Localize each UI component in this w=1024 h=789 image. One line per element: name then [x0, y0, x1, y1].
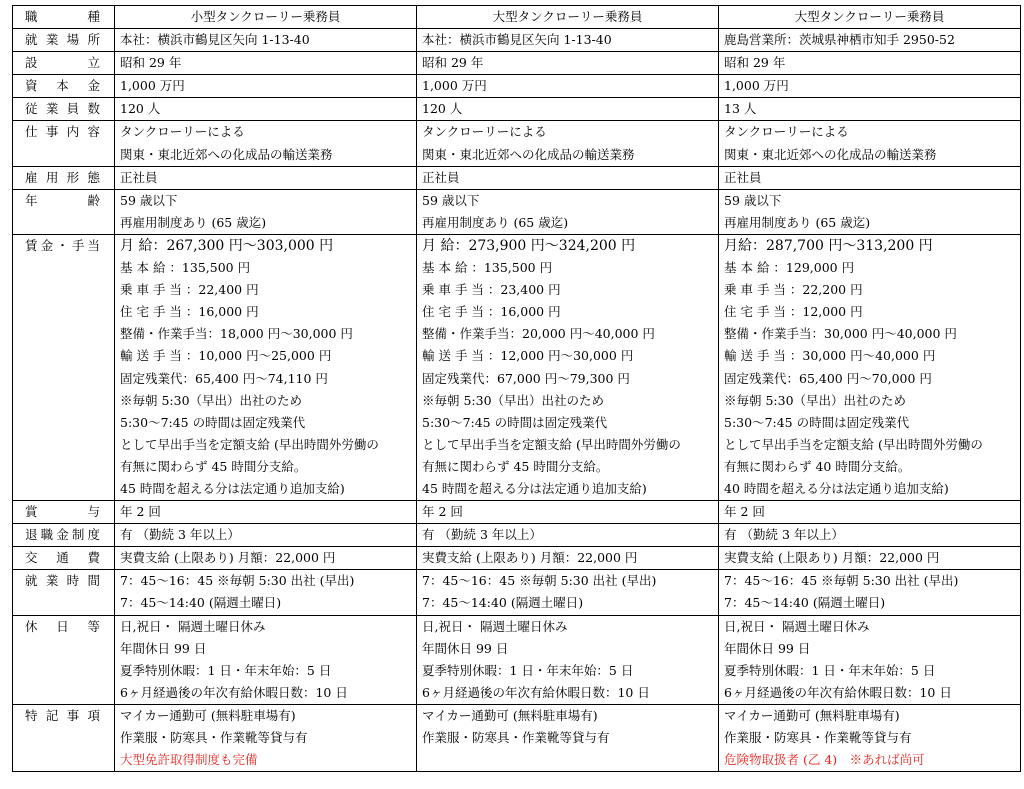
- header-row: [13, 6, 1021, 29]
- row-label: 休日等: [25, 618, 100, 634]
- cell-line: 1,000 万円: [724, 78, 789, 94]
- cell-line: 再雇用制度あり (65 歳迄): [422, 214, 569, 230]
- row-label-cell: [13, 29, 115, 52]
- cell-line: 5:30～7:45 の時間は固定残業代: [422, 414, 608, 430]
- row-label: 交通費: [25, 550, 100, 566]
- row-label: 雇用形態: [25, 169, 100, 185]
- cell-line: 基 本 給 ：135,500 円: [120, 260, 251, 276]
- cell-col1: [115, 704, 417, 771]
- cell-line: として早出手当を定額支給 (早出時間外労働の: [422, 436, 681, 452]
- cell-line: 乗 車 手 当 ：22,200 円: [724, 282, 863, 298]
- row-label-cell: [13, 704, 115, 771]
- cell-line: 乗 車 手 当 ：23,400 円: [422, 282, 561, 298]
- cell-col2: [417, 98, 719, 121]
- header-col2: 大型タンクローリー乗務員: [417, 6, 719, 29]
- cell-line: マイカー通勤可 (無料駐車場有): [422, 707, 598, 723]
- cell-line: 59 歳以下: [724, 192, 782, 208]
- cell-col1: [115, 166, 417, 189]
- highlight-note: 大型免許取得制度も完備: [120, 752, 258, 768]
- cell-col1: [115, 189, 417, 234]
- row-label-cell: [13, 501, 115, 524]
- row-label: 賞与: [25, 504, 100, 520]
- cell-line: 昭和 29 年: [120, 55, 182, 71]
- cell-line: 夏季特別休暇：1 日・年末年始：5 日: [422, 662, 634, 678]
- cell-col2: [417, 501, 719, 524]
- row-label-cell: [13, 189, 115, 234]
- row-label-cell: [13, 547, 115, 570]
- table-row: [13, 704, 1021, 771]
- cell-line: タンクローリーによる: [724, 124, 849, 140]
- cell-col2: [417, 570, 719, 615]
- cell-line: 実費支給 (上限あり) 月額：22,000 円: [422, 550, 638, 566]
- cell-col2: [417, 547, 719, 570]
- cell-line: 整備・作業手当：30,000 円～40,000 円: [724, 326, 957, 342]
- cell-line: 鹿島営業所：茨城県神栖市知手 2950-52: [724, 32, 955, 48]
- cell-line: 本社：横浜市鶴見区矢向 1-13-40: [120, 32, 310, 48]
- cell-col3: [719, 166, 1021, 189]
- table-row: [13, 75, 1021, 98]
- row-label-cell: [13, 570, 115, 615]
- cell-line: 7：45～14:40 (隔週土曜日): [724, 595, 886, 611]
- cell-line: 関東・東北近郊への化成品の輸送業務: [724, 146, 937, 162]
- cell-line: 作業服・防寒具・作業靴等貸与有: [422, 730, 610, 745]
- cell-line: 45 時間を超える分は法定通り追加支給): [120, 480, 345, 496]
- cell-col1: [115, 98, 417, 121]
- cell-line: 6ヶ月経過後の年次有給休暇日数：10 日: [422, 684, 650, 700]
- cell-line: 年 2 回: [724, 504, 765, 520]
- row-label: 設立: [25, 55, 100, 71]
- row-label: 退職金制度: [25, 527, 100, 543]
- cell-line: 有無に関わらず 45 時間分支給。: [422, 458, 609, 474]
- cell-col3: [719, 29, 1021, 52]
- cell-line: ※毎朝 5:30（早出）出社のため: [724, 392, 907, 408]
- cell-line: 7：45～14:40 (隔週土曜日): [120, 595, 282, 611]
- cell-line: 住 宅 手 当 ：12,000 円: [724, 304, 863, 320]
- row-label-cell: [13, 615, 115, 704]
- cell-col3: [719, 189, 1021, 234]
- cell-col1: [115, 121, 417, 166]
- cell-line: タンクローリーによる: [120, 124, 245, 140]
- table-row: [13, 547, 1021, 570]
- cell-col1: [115, 29, 417, 52]
- row-label-cell: [13, 121, 115, 166]
- cell-line: 輸 送 手 当 ：12,000 円～30,000 円: [422, 348, 634, 364]
- cell-col1: [115, 547, 417, 570]
- cell-col1: [115, 52, 417, 75]
- cell-line: 5:30～7:45 の時間は固定残業代: [724, 414, 910, 430]
- table-row: [13, 570, 1021, 615]
- cell-line: タンクローリーによる: [422, 124, 547, 140]
- cell-col3: [719, 547, 1021, 570]
- cell-col2: [417, 121, 719, 166]
- cell-line: 基 本 給 ：135,500 円: [422, 260, 553, 276]
- cell-col2: [417, 615, 719, 704]
- row-label: 特記事項: [25, 707, 100, 723]
- cell-line: 実費支給 (上限あり) 月額：22,000 円: [120, 550, 336, 566]
- row-label-cell: [13, 98, 115, 121]
- cell-line: 日,祝日・ 隔週土曜日休み: [724, 618, 870, 634]
- cell-line: 40 時間を超える分は法定通り追加支給): [724, 480, 949, 496]
- job-comparison-table: [12, 5, 1021, 772]
- table-row: [13, 524, 1021, 547]
- cell-line: 本社：横浜市鶴見区矢向 1-13-40: [422, 32, 612, 48]
- cell-line: 整備・作業手当：20,000 円～40,000 円: [422, 326, 655, 342]
- cell-col3: [719, 75, 1021, 98]
- cell-col2: [417, 189, 719, 234]
- cell-line: 乗 車 手 当 ：22,400 円: [120, 282, 259, 298]
- cell-line: 正社員: [422, 169, 460, 185]
- cell-line: 59 歳以下: [120, 192, 178, 208]
- cell-col2: [417, 52, 719, 75]
- row-label-cell: [13, 75, 115, 98]
- cell-line: 月 給：267,300 円～303,000 円: [120, 237, 334, 254]
- cell-col3: [719, 704, 1021, 771]
- cell-line: 1,000 万円: [422, 78, 487, 94]
- cell-line: 6ヶ月経過後の年次有給休暇日数：10 日: [724, 684, 952, 700]
- row-label: 仕事内容: [25, 124, 100, 140]
- row-label: 従業員数: [25, 101, 100, 117]
- cell-col2: [417, 704, 719, 771]
- cell-col2: [417, 234, 719, 500]
- cell-col3: [719, 121, 1021, 166]
- row-label: 就業時間: [25, 573, 100, 589]
- cell-line: 月 給：273,900 円～324,200 円: [422, 237, 636, 254]
- cell-col3: [719, 98, 1021, 121]
- header-label-cell: [13, 6, 115, 29]
- cell-line: 年間休日 99 日: [120, 640, 207, 656]
- table-body: [13, 6, 1021, 772]
- cell-line: 年間休日 99 日: [422, 640, 509, 656]
- cell-line: 作業服・防寒具・作業靴等貸与有: [724, 730, 912, 745]
- cell-col1: [115, 615, 417, 704]
- row-label: 賃金・手当: [25, 237, 100, 253]
- cell-col2: [417, 524, 719, 547]
- table-row: [13, 29, 1021, 52]
- cell-line: 日,祝日・ 隔週土曜日休み: [422, 618, 568, 634]
- cell-line: 7：45～14:40 (隔週土曜日): [422, 595, 584, 611]
- cell-line: 日,祝日・ 隔週土曜日休み: [120, 618, 266, 634]
- cell-line: 120 人: [422, 101, 463, 117]
- cell-line: 有 （勤続 3 年以上）: [120, 527, 240, 543]
- cell-line: ※毎朝 5:30（早出）出社のため: [422, 392, 605, 408]
- cell-line: 固定残業代：65,400 円～70,000 円: [724, 370, 932, 386]
- cell-col3: [719, 52, 1021, 75]
- row-label-cell: [13, 52, 115, 75]
- row-label-cell: [13, 234, 115, 500]
- cell-line: として早出手当を定額支給 (早出時間外労働の: [724, 436, 983, 452]
- cell-col1: [115, 234, 417, 500]
- cell-line: 住 宅 手 当 ：16,000 円: [422, 304, 561, 320]
- cell-line: 7：45～16：45 ※毎朝 5:30 出社 (早出): [120, 573, 355, 589]
- cell-line: 固定残業代：67,000 円～79,300 円: [422, 370, 630, 386]
- cell-line: 固定残業代：65,400 円～74,110 円: [120, 370, 328, 386]
- cell-line: 59 歳以下: [422, 192, 480, 208]
- cell-col2: [417, 75, 719, 98]
- cell-line: 夏季特別休暇：1 日・年末年始：5 日: [120, 662, 332, 678]
- cell-line: ※毎朝 5:30（早出）出社のため: [120, 392, 303, 408]
- cell-col2: [417, 166, 719, 189]
- cell-line: 正社員: [120, 169, 158, 185]
- cell-line: 夏季特別休暇：1 日・年末年始：5 日: [724, 662, 936, 678]
- table-row: [13, 234, 1021, 500]
- row-label: 年齢: [25, 192, 100, 208]
- cell-line: 関東・東北近郊への化成品の輸送業務: [422, 146, 635, 162]
- header-col1: 小型タンクローリー乗務員: [115, 6, 417, 29]
- cell-line: マイカー通勤可 (無料駐車場有): [120, 707, 296, 723]
- cell-line: として早出手当を定額支給 (早出時間外労働の: [120, 436, 379, 452]
- table-row: [13, 501, 1021, 524]
- cell-line: 昭和 29 年: [724, 55, 786, 71]
- table-row: [13, 98, 1021, 121]
- cell-col3: [719, 524, 1021, 547]
- cell-col3: [719, 615, 1021, 704]
- cell-col3: [719, 501, 1021, 524]
- cell-line: 13 人: [724, 101, 757, 117]
- header-col3: 大型タンクローリー乗務員: [719, 6, 1021, 29]
- table-row: [13, 189, 1021, 234]
- header-label: 職 種: [25, 9, 100, 24]
- cell-col1: [115, 501, 417, 524]
- cell-line: 輸 送 手 当 ：30,000 円～40,000 円: [724, 348, 936, 364]
- cell-line: 関東・東北近郊への化成品の輸送業務: [120, 146, 333, 162]
- cell-col2: [417, 29, 719, 52]
- table-row: [13, 121, 1021, 166]
- cell-col1: [115, 570, 417, 615]
- table-row: [13, 166, 1021, 189]
- cell-line: マイカー通勤可 (無料駐車場有): [724, 707, 900, 723]
- cell-line: 整備・作業手当：18,000 円～30,000 円: [120, 326, 353, 342]
- cell-line: 有無に関わらず 40 時間分支給。: [724, 458, 911, 474]
- cell-line: 基 本 給 ：129,000 円: [724, 260, 855, 276]
- cell-line: 昭和 29 年: [422, 55, 484, 71]
- row-label: 資本金: [25, 78, 100, 94]
- cell-col1: [115, 75, 417, 98]
- cell-line: 正社員: [724, 169, 762, 185]
- cell-line: 再雇用制度あり (65 歳迄): [724, 214, 871, 230]
- row-label: 就業場所: [25, 32, 100, 48]
- cell-line: 月給：287,700 円～313,200 円: [724, 237, 933, 254]
- table-row: [13, 52, 1021, 75]
- cell-line: 年 2 回: [120, 504, 161, 520]
- cell-col1: [115, 524, 417, 547]
- cell-line: 7：45～16：45 ※毎朝 5:30 出社 (早出): [724, 573, 959, 589]
- cell-line: 年間休日 99 日: [724, 640, 811, 656]
- cell-line: 輸 送 手 当 ：10,000 円～25,000 円: [120, 348, 332, 364]
- row-label-cell: [13, 524, 115, 547]
- cell-line: 年 2 回: [422, 504, 463, 520]
- cell-line: 再雇用制度あり (65 歳迄): [120, 214, 267, 230]
- cell-line: 5:30～7:45 の時間は固定残業代: [120, 414, 306, 430]
- cell-line: 120 人: [120, 101, 161, 117]
- cell-line: 7：45～16：45 ※毎朝 5:30 出社 (早出): [422, 573, 657, 589]
- cell-line: 作業服・防寒具・作業靴等貸与有: [120, 730, 308, 745]
- cell-line: 実費支給 (上限あり) 月額：22,000 円: [724, 550, 940, 566]
- cell-line: 有無に関わらず 45 時間分支給。: [120, 458, 307, 474]
- table-row: [13, 615, 1021, 704]
- cell-line: 6ヶ月経過後の年次有給休暇日数：10 日: [120, 684, 348, 700]
- cell-line: 住 宅 手 当 ：16,000 円: [120, 304, 259, 320]
- cell-line: 有 （勤続 3 年以上）: [724, 527, 844, 543]
- cell-line: 有 （勤続 3 年以上）: [422, 527, 542, 543]
- highlight-note: 危険物取扱者 (乙 4) ※あれば尚可: [724, 752, 925, 768]
- cell-col3: [719, 570, 1021, 615]
- cell-line: 1,000 万円: [120, 78, 185, 94]
- cell-col3: [719, 234, 1021, 500]
- cell-line: 45 時間を超える分は法定通り追加支給): [422, 480, 647, 496]
- row-label-cell: [13, 166, 115, 189]
